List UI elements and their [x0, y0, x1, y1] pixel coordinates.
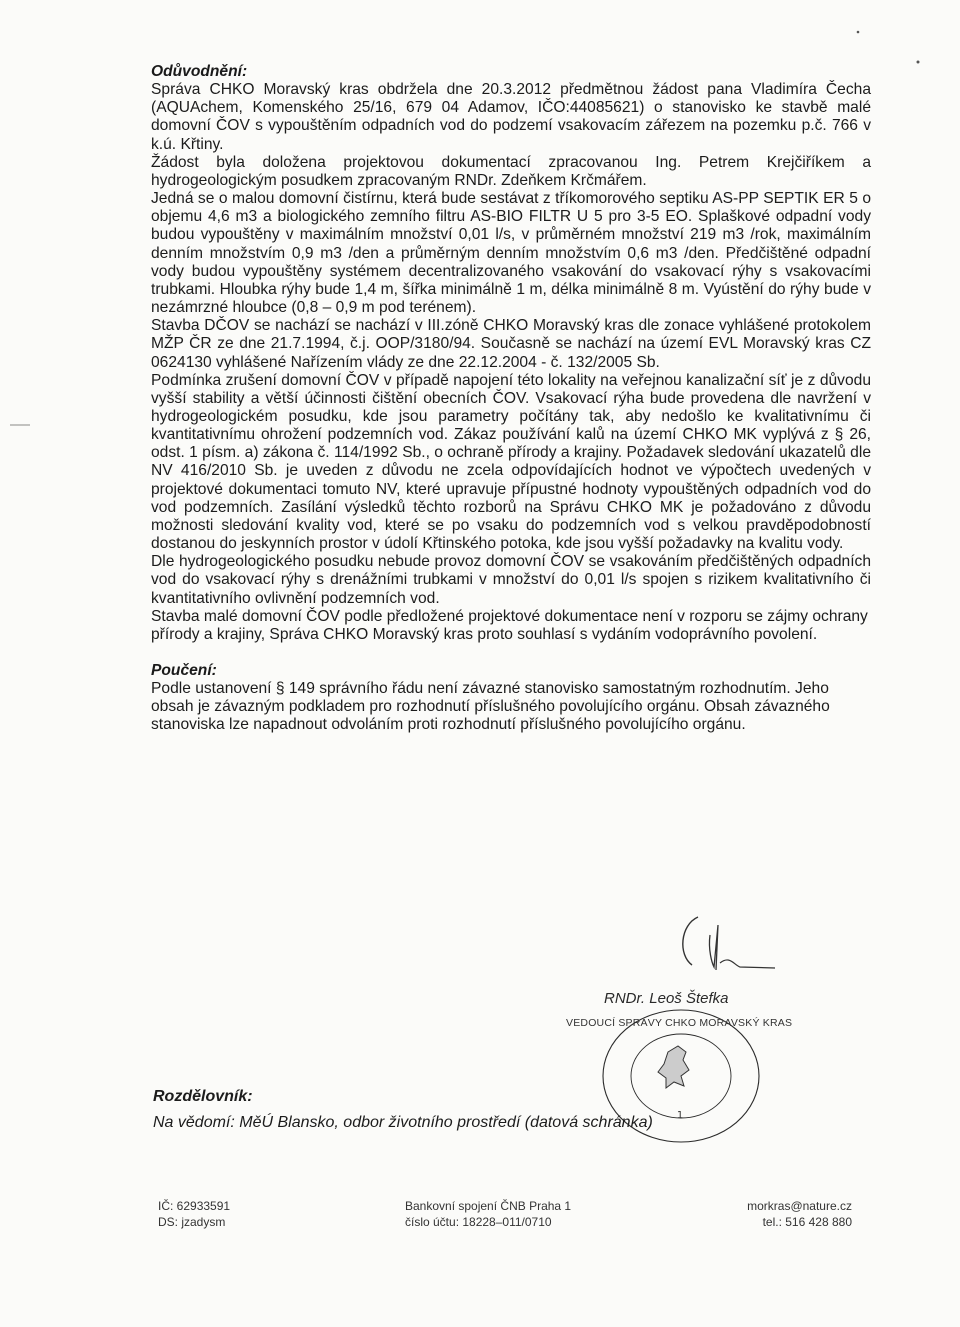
section-heading-odovodneni: Odůvodnění:: [151, 63, 248, 80]
paragraph-1: Správa CHKO Moravský kras obdržela dne 20.3.2012 předmětnou žádost pana Vladimíra Čecha (AQUAchem, Komenského 25/16, 679 04 Adamov, IČO:44085621) o stanovisko ke stavbě malé domovní ČOV s vypouštěním odpadních vod do podzemí vsakovacím zářezem na pozemku p.č. 766 v k.ú. Křtiny.: [151, 81, 871, 153]
footer-ds: DS: jzadysm: [158, 1215, 226, 1229]
paragraph-2: Žádost byla doložena projektovou dokumentací zpracovanou Ing. Petrem Krejčiříkem a hydrogeologickým posudkem zpracovaným RNDr. Zdeňkem Krčmářem.: [151, 153, 871, 189]
footer-bank-name: Bankovní spojení ČNB Praha 1: [405, 1199, 572, 1213]
signatory-name: RNDr. Leoš Štefka: [604, 990, 729, 1007]
footer-phone: tel.: 516 428 880: [762, 1215, 852, 1229]
signatory-title: VEDOUCÍ SPRÁVY CHKO MORAVSKÝ KRAS: [566, 1017, 793, 1029]
stamp-number: 1: [676, 1110, 684, 1121]
paragraph-7: Stavba malé domovní ČOV podle předložené projektové dokumentace není v rozporu se zájmy ochrany přírody a krajiny, Správa CHKO Moravský kras proto souhlasí s vydáním vodoprávního povolení.: [151, 607, 868, 643]
paragraph-4: Stavba DČOV se nachází se nachází v III.zóně CHKO Moravský kras dle zonace vyhlášené protokolem MŽP ČR ze dne 21.7.1994, č.j. OOP/3180/94. Současně se nachází na území EVL Moravský kras CZ 0624130 vyhlášené Nařízením vlády ze dne 22.12.2004 - č. 132/2005 Sb.: [151, 317, 871, 371]
footer-ico: IČ: 62933591: [158, 1199, 231, 1213]
distribution-line: Na vědomí: MěÚ Blansko, odbor životního prostředí (datová schránka): [153, 1114, 653, 1131]
section-heading-rozdelovnik: Rozdělovník:: [153, 1088, 253, 1105]
pouceni-text: Podle ustanovení § 149 správního řádu není závazné stanovisko samostatným rozhodnutím. Jeho obsah je závazným podkladem pro rozhodnutí příslušného povolujícího orgánu. Obsah závazného stanoviska lze napadnout odvoláním proti rozhodnutí příslušného povolujícího orgánu.: [151, 680, 830, 734]
section-heading-pouceni: Poučení:: [151, 662, 217, 679]
paragraph-6: Dle hydrogeologického posudku nebude provoz domovní ČOV se vsakováním předčištěných odpadních vod do vsakovací rýhy s drenážními trubkami v množství do 0,01 l/s spojen s rizikem kvalitativního či kvantitativního ovlivnění podzemních vod.: [151, 553, 871, 607]
footer-account: číslo účtu: 18228–011/0710: [405, 1215, 552, 1229]
paragraph-3: Jedná se o malou domovní čistírnu, která bude sestávat z tříkomorového septiku AS-PP SEPTIK ER 5 o objemu 4,6 m3 a biologického zemního filtru AS-BIO FILTR U 5 pro 3-5 EO. Splaškové odpadní vody budou vypouštěny v maximálním množství 0,01 l/s, v průměrném množství 219 m3 /rok, maximálním denním množstvím 0,9 m3 /den a průměrným denním množstvím 0,6 m3 /den. Předčištěné odpadní vody budou vypouštěny systémem decentralizovaného vsakování do vsakovací rýhy s vsakovacími trubkami. Hloubka rýhy bude 1,4 m, šířka minimálně 1 m, délka minimálně 8 m. Vyústění do rýhy bude v nezámrzné hloubce (0,8 – 0,9 m pod terénem).: [151, 190, 871, 317]
paragraph-5: Podmínka zrušení domovní ČOV v případě napojení této lokality na veřejnou kanalizační síť je z důvodu vyšší stability a větší účinnosti čištění obecních ČOV. Vsakovací rýha bude provedena dle navržení v hydrogeologickém posudku, kde jsou parametry počítány tak, aby nedošlo ke kvalitativnímu či kvantitativnímu ohrožení podzemních vod. Zákaz používání kalů na území CHKO MK vyplývá z § 26, odst. 1 písm. a) zákona č. 114/1992 Sb., o ochraně přírody a krajiny. Požadavek sledování ukazatelů dle NV 416/2010 Sb. je uveden z důvodu ne zcela odpovídajících hodnot ve výpočtech uvedených v projektové dokumentaci tomuto NV, které upravuje přípustné hodnoty vypouštěných odpadních vod do vod podzemních. Zasílání výsledků těchto rozborů na Správu CHKO MK je požadováno z důvodu možnosti sledování kvality vod, které se po vsaku do podzemních vod s velkou pravděpodobností dostanou do jeskynních prostor v údolí Křtinského potoka, kde jsou vyšší požadavky na kvalitu vody.: [151, 371, 871, 553]
footer-email: morkras@nature.cz: [747, 1199, 852, 1213]
